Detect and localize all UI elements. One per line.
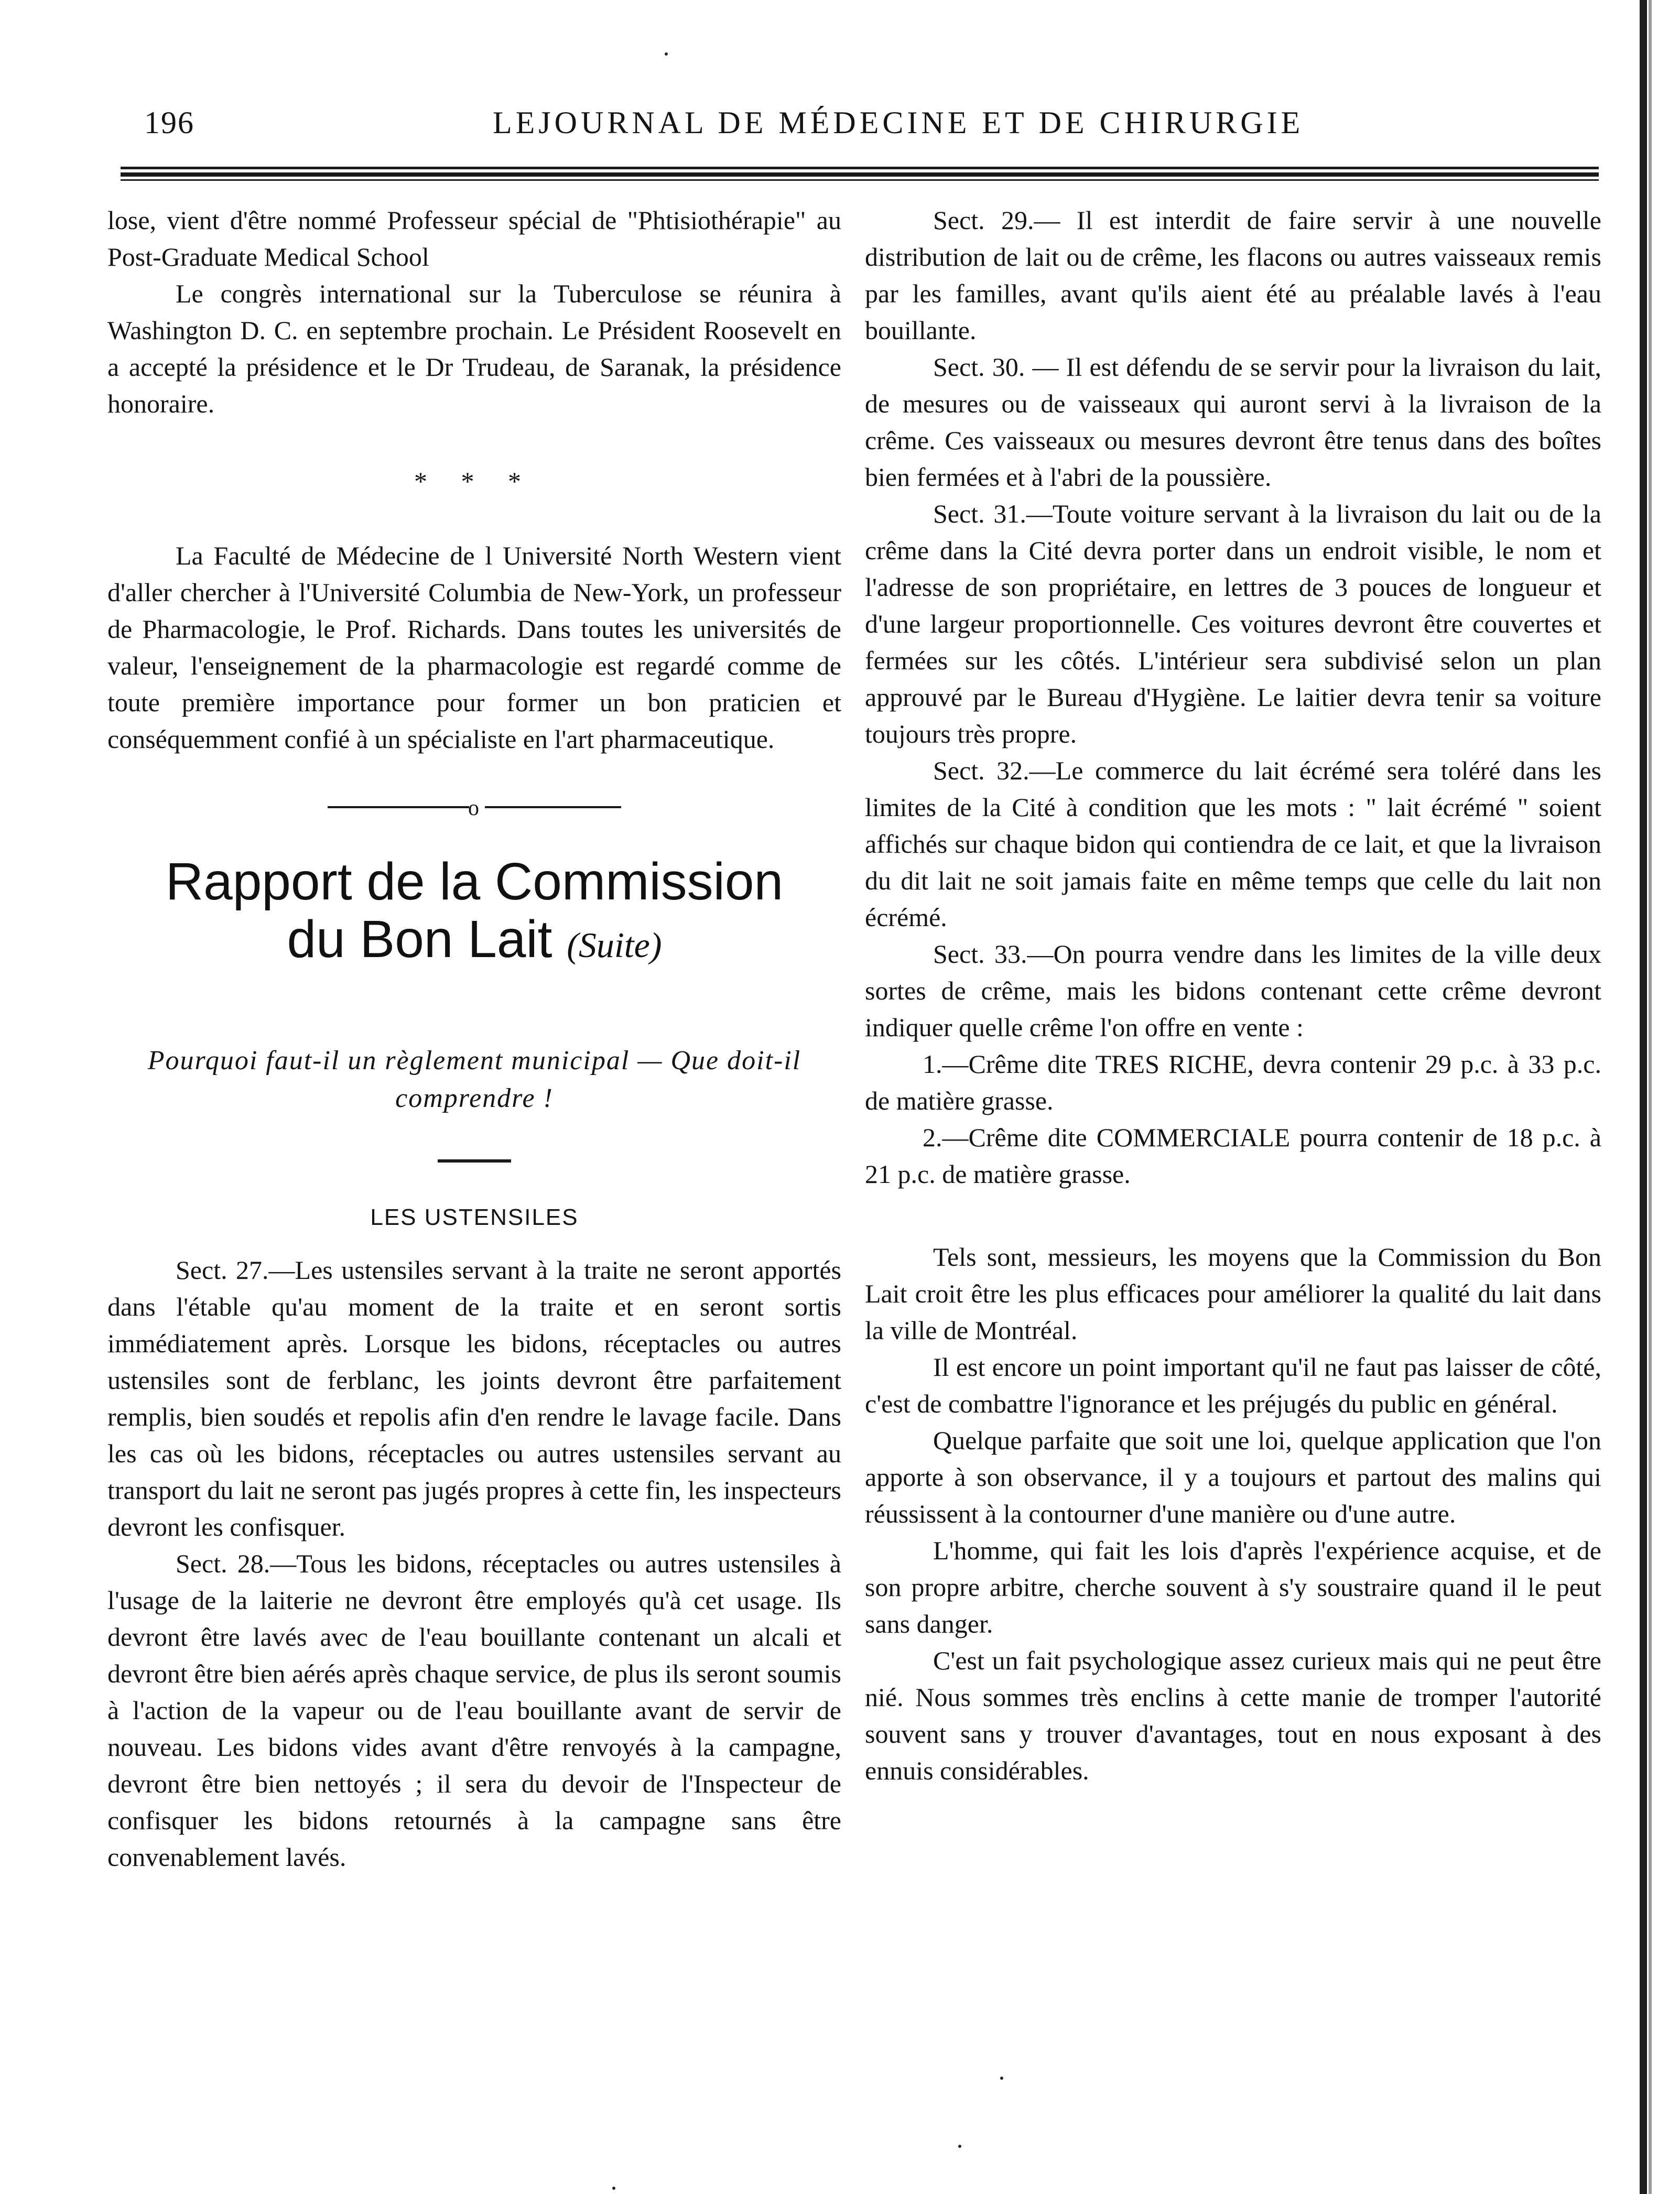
paragraph: L'homme, qui fait les lois d'après l'expérience acquise, et de son propre arbitre, cherche souvent à s'y soustraire quand il le peut sans danger. bbox=[865, 1536, 1601, 1638]
paragraph: C'est un fait psychologique assez curieux mais qui ne peut être nié. Nous sommes très enclins à cette manie de tromper l'autorité souvent sans y trouver d'avantages, tout en nous exposant à des ennuis considérables. bbox=[865, 1646, 1601, 1785]
speck bbox=[1000, 2077, 1003, 2080]
scan-edge-shadow bbox=[1649, 0, 1652, 2194]
spacer bbox=[865, 1192, 1601, 1239]
paragraph-sect-30: Sect. 30. — Il est défendu de se servir pour la livraison du lait, de mesures ou de vaisseaux qui auront servi à la livraison de la crême. Ces vaisseaux ou mesures devront être tenus dans des boîtes bien fermées et à l'abri de la poussière. bbox=[865, 352, 1601, 492]
divider-line bbox=[328, 806, 469, 808]
running-title: LEJOURNAL DE MÉDECINE ET DE CHIRURGIE bbox=[493, 105, 1304, 140]
paragraph: lose, vient d'être nommé Professeur spécial de "Phtisiothérapie" au Post-Graduate Medical School bbox=[107, 205, 841, 271]
speck bbox=[958, 2145, 961, 2148]
section-separator-stars: * * * bbox=[414, 466, 535, 496]
right-column bbox=[865, 202, 1601, 1789]
speck bbox=[612, 2187, 615, 2190]
header-rule-thick bbox=[121, 172, 1599, 177]
divider-line bbox=[485, 806, 621, 808]
article-title bbox=[107, 853, 841, 974]
paragraph: Quelque parfaite que soit une loi, quelque application que l'on apporte à son observance, il y a toujours et partout des malins qui réussissent à la contourner d'une manière ou d'une autre. bbox=[865, 1426, 1601, 1528]
paragraph-sect-27: Sect. 27.—Les ustensiles servant à la traite ne seront apportés dans l'étable qu'au moment de la traite et en seront sortis immédiatement après. Lorsque les bidons, réceptacles ou autres ustensiles sont de ferblanc, les joints devront être parfaitement remplis, bien soudés et repolis afin d'en rendre le lavage facile. Dans les cas où les bidons, réceptacles ou autres ustensiles servant au transport du lait ne seront pas jugés propres à cette fin, les inspecteurs devront les confisquer. bbox=[107, 1255, 841, 1541]
list-item: 1.—Crême dite TRES RICHE, devra contenir 29 p.c. à 33 p.c. de matière grasse. bbox=[865, 1049, 1601, 1115]
header-rule-thin bbox=[121, 179, 1599, 181]
article-subtitle: Pourquoi faut-il un règlement municipal — Que doit-il comprendre ! bbox=[147, 1046, 801, 1113]
scan-edge bbox=[1640, 0, 1647, 2194]
paragraph-sect-28: Sect. 28.—Tous les bidons, réceptacles ou autres ustensiles à l'usage de la laiterie ne devront être employés qu'à cet usage. Ils devront être lavés avec de l'eau bouillante contenant un alcali et devront être bien aérés après chaque service, de plus ils seront soumis à l'action de la vapeur ou de l'eau bouillante avant de servir de nouveau. Les bidons vides avant d'être renvoyés à la campagne, devront être bien nettoyés ; il sera du devoir de l'Inspecteur de confisquer les bidons retournés à la campagne sans être convenablement lavés. bbox=[107, 1549, 841, 1872]
header-rule bbox=[121, 167, 1599, 169]
page-number: 196 bbox=[144, 105, 194, 140]
paragraph: Le congrès international sur la Tuberculose se réunira à Washington D. C. en septembre prochain. Le Président Roosevelt en a accepté la présidence et le Dr Trudeau, de Saranak, la présidence honoraire. bbox=[107, 279, 841, 418]
list-item: 2.—Crême dite COMMERCIALE pourra contenir de 18 p.c. à 21 p.c. de matière grasse. bbox=[865, 1123, 1601, 1189]
title-line-2: du Bon Lait bbox=[287, 910, 552, 969]
paragraph-sect-31: Sect. 31.—Toute voiture servant à la livraison du lait ou de la crême dans la Cité devra porter dans un endroit visible, le nom et l'adresse de son propriétaire, en lettres de 3 pouces de longueur et d'une largeur proportionnelle. Ces voitures devront être couvertes et fermées sur les côtés. L'intérieur sera subdivisé selon un plan approuvé par le Bureau d'Hygiène. Le laitier devra tenir sa voiture toujours très propre. bbox=[865, 499, 1601, 748]
paragraph: Tels sont, messieurs, les moyens que la Commission du Bon Lait croit être les plus efficaces pour améliorer la qualité du lait dans la ville de Montréal. bbox=[865, 1242, 1601, 1345]
paragraph: La Faculté de Médecine de l Université North Western vient d'aller chercher à l'Université Columbia de New-York, un professeur de Pharmacologie, le Prof. Richards. Dans toutes les universités de valeur, l'enseignement de la pharmacologie est regardé comme de toute première importance pour former un bon praticien et conséquemment confié à un spécialiste en l'art pharmaceutique. bbox=[107, 541, 841, 754]
speck bbox=[665, 52, 668, 56]
paragraph-sect-33: Sect. 33.—On pourra vendre dans les limites de la ville deux sortes de crême, mais les bidons contenant cette crême devront indiquer quelle crême l'on offre en vente : bbox=[865, 939, 1601, 1042]
ornamental-divider bbox=[107, 789, 841, 826]
paragraph: Il est encore un point important qu'il ne faut pas laisser de côté, c'est de combattre l'ignorance et les préjugés du public en général. bbox=[865, 1352, 1601, 1418]
divider-mark: o bbox=[468, 796, 479, 820]
paragraph-sect-29: Sect. 29.— Il est interdit de faire servir à une nouvelle distribution de lait ou de crême, les flacons ou autres vaisseaux remis par les familles, avant qu'ils aient été au préalable lavés à l'eau bouillante. bbox=[865, 205, 1601, 345]
title-line-1: Rapport de la Commission bbox=[165, 852, 784, 911]
title-suite: (Suite) bbox=[567, 925, 662, 965]
section-heading: LES USTENSILES bbox=[370, 1204, 579, 1230]
left-column bbox=[107, 202, 841, 1875]
paragraph-sect-32: Sect. 32.—Le commerce du lait écrémé sera toléré dans les limites de la Cité à condition que les mots : " lait écrémé " soient affichés sur chaque bidon qui contiendra de ce lait, et que la livraison du dit lait ne soit jamais faite en même temps que celle du lait non écrémé. bbox=[865, 756, 1601, 932]
short-rule bbox=[438, 1159, 511, 1163]
